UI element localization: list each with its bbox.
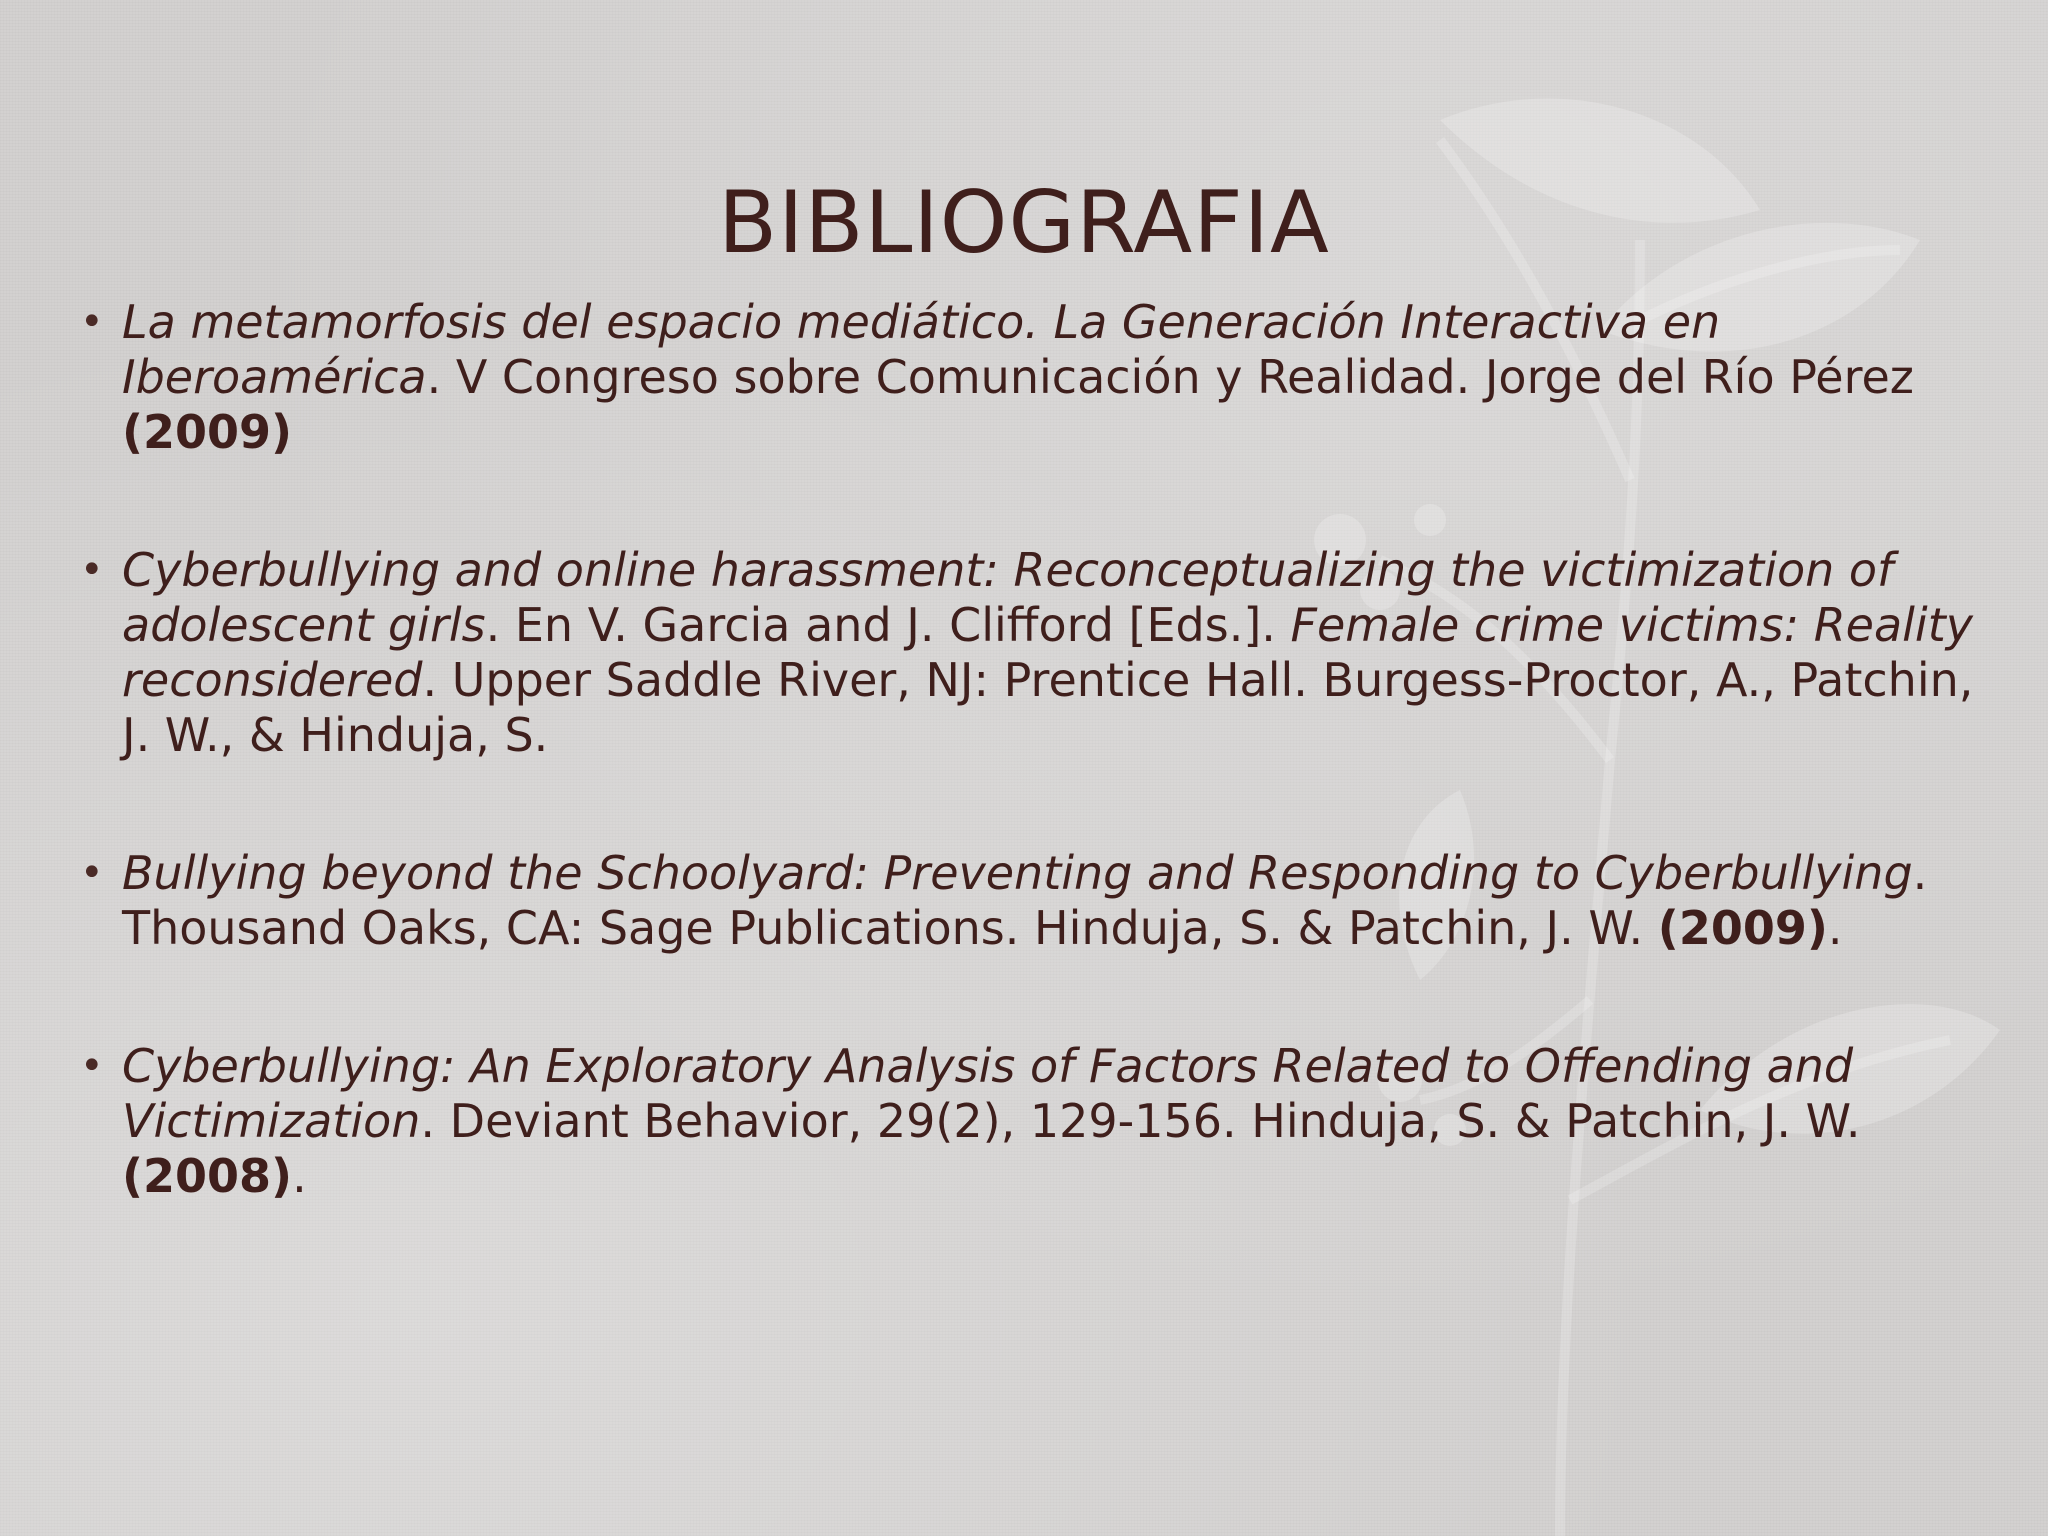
reference-publisher: . Upper Saddle River, NJ: Prentice Hall. Burgess-Proctor, A., Patchin, J. W., & Hinduja, S. [122,653,1974,762]
reference-list [80,295,1980,1204]
bullet-icon: • [80,1043,104,1089]
reference-year: (2009) [1657,901,1828,955]
reference-item [80,846,1980,956]
bullet-icon: • [80,547,104,593]
reference-title: Bullying beyond the Schoolyard: Preventing and Responding to Cyberbullying [122,846,1913,900]
bullet-icon: • [80,299,104,345]
reference-details: . En V. Garcia and J. Clifford [Eds.]. [485,598,1291,652]
reference-item [80,543,1980,763]
slide-title: BIBLIOGRAFIA [718,173,1330,273]
bullet-icon: • [80,850,104,896]
reference-end: . [292,1149,307,1203]
reference-end: . [1827,901,1843,955]
reference-title: Cyberbullying and online harassment: Reconceptualizing the victimization of adolescent girls [122,543,1894,652]
reference-book-title: Female crime victims: Reality reconsidered [122,598,1973,707]
reference-title: La metamorfosis del espacio mediático. La Generación Interactiva en Iberoamérica [122,295,1721,404]
reference-year: (2008) [122,1149,293,1203]
reference-title: Cyberbullying: An Exploratory Analysis of Factors Related to Offending and Victimization [122,1039,1854,1148]
reference-item [80,295,1980,460]
reference-year: (2009) [122,405,293,459]
reference-details: . Deviant Behavior, 29(2), 129-156. Hinduja, S. & Patchin, J. W. [420,1094,1861,1148]
reference-details: . V Congreso sobre Comunicación y Realidad. Jorge del Río Pérez [426,350,1914,404]
reference-item [80,1039,1980,1204]
reference-details: . Thousand Oaks, CA: Sage Publications. Hinduja, S. & Patchin, J. W. [122,846,1928,955]
